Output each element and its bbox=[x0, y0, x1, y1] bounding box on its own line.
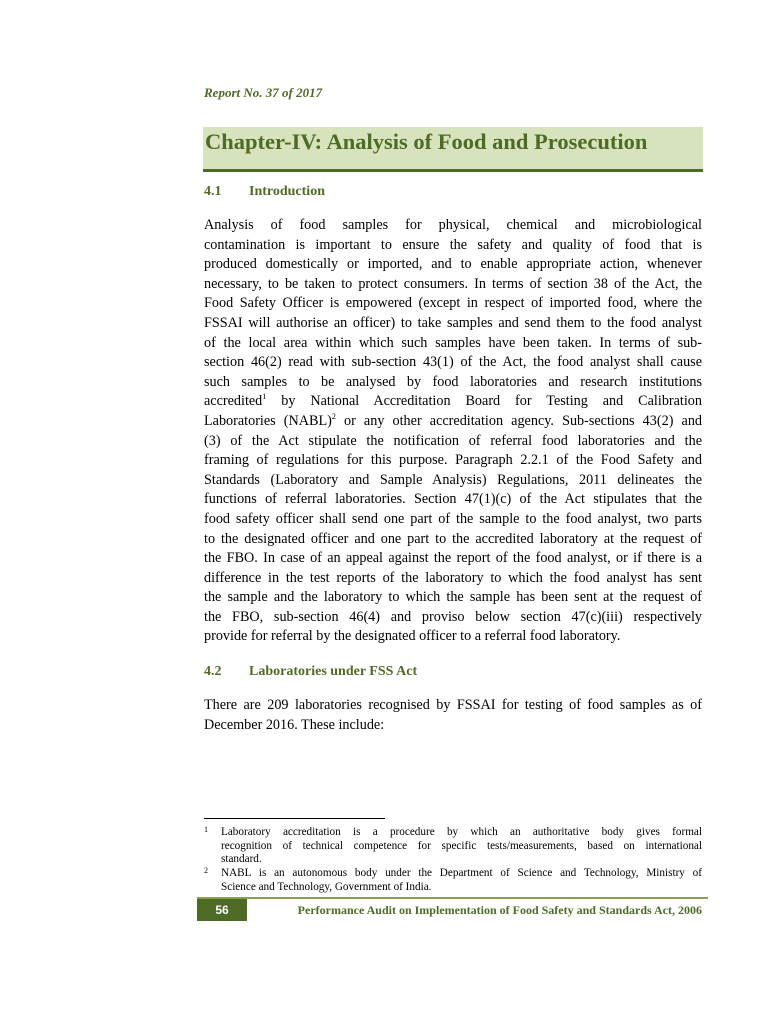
footnote-ref-1[interactable]: 1 bbox=[262, 392, 267, 402]
text-line: the FBO, sub-section 46(4) and proviso below section 47(c)(iii) respectively bbox=[204, 608, 702, 625]
footnote-ref-2[interactable]: 2 bbox=[331, 411, 336, 421]
text-line: necessary, to be taken to protect consumers. In terms of section 38 of the Act, the bbox=[204, 275, 702, 292]
section-title: Laboratories under FSS Act bbox=[249, 664, 418, 679]
footer-rule bbox=[197, 897, 708, 899]
text-line: provide for referral by the designated officer to a referral food laboratory. bbox=[204, 628, 621, 645]
chapter-title-banner bbox=[203, 127, 703, 172]
footnote-line: NABL is an autonomous body under the Department of Science and Technology, Ministry of bbox=[221, 867, 702, 879]
text-line: food safety officer shall send one part of the sample to the food analyst, two parts bbox=[204, 510, 702, 527]
footnote-line: Science and Technology, Government of India. bbox=[221, 880, 432, 893]
accredited-word: accredited bbox=[204, 393, 263, 410]
text-line: produced domestically or imported, and to enable appropriate action, whenever bbox=[204, 256, 702, 273]
footnote-mark: 2 bbox=[204, 866, 208, 875]
section-heading-laboratories bbox=[204, 664, 417, 680]
text-line-with-footnote-1 bbox=[204, 392, 702, 412]
text-line: such samples to be analysed by food laboratories and research institutions bbox=[204, 373, 702, 390]
text-line: contamination is important to ensure the safety and quality of food that is bbox=[204, 236, 702, 253]
text-fragment: or any other accreditation agency. Sub-sections 43(2) and bbox=[344, 412, 703, 429]
text-line: functions of referral laboratories. Section 47(1)(c) of the Act stipulates that the bbox=[204, 491, 702, 508]
report-number: Report No. 37 of 2017 bbox=[204, 85, 323, 100]
footnote-2 bbox=[204, 867, 702, 894]
footnote-separator bbox=[204, 818, 385, 819]
introduction-paragraph bbox=[204, 216, 702, 647]
text-line: Analysis of food samples for physical, chemical and microbiological bbox=[204, 217, 702, 233]
section-number: 4.2 bbox=[204, 664, 222, 679]
footer-title: Performance Audit on Implementation of Food Safety and Standards Act, 2006 bbox=[297, 903, 702, 917]
text-line: the FBO. In case of an appeal against the report of the food analyst, or if there is a bbox=[204, 550, 702, 567]
text-line-with-footnote-2 bbox=[204, 412, 702, 432]
text-line: There are 209 laboratories recognised by FSSAI for testing of food samples as of bbox=[204, 697, 702, 713]
section-title: Introduction bbox=[249, 184, 325, 199]
text-line: Food Safety Officer is empowered (except in respect of imported food, where the bbox=[204, 295, 702, 312]
footnote-line: recognition of technical competence for specific tests/measurements, based on international bbox=[221, 839, 702, 852]
text-line: December 2016. These include: bbox=[204, 716, 385, 733]
text-line: FSSAI will authorise an officer) to take samples and send them to the food analyst bbox=[204, 314, 702, 331]
section-heading-introduction bbox=[204, 184, 325, 200]
text-line: section 46(2) read with sub-section 43(1) of the Act, the food analyst shall cause bbox=[204, 354, 702, 371]
text-line: to the designated officer and one part to the accredited laboratory at the request of bbox=[204, 530, 702, 547]
page-number: 56 bbox=[197, 899, 247, 921]
footnote-line: standard. bbox=[221, 853, 262, 866]
text-line: (3) of the Act stipulate the notification of referral food laboratories and the bbox=[204, 432, 702, 449]
text-line: of the local area within which such samples have been taken. In terms of sub- bbox=[204, 334, 702, 351]
nabl-word: Laboratories (NABL) bbox=[204, 412, 332, 429]
text-line: the sample and the laboratory to which the sample has been sent at the request of bbox=[204, 589, 702, 606]
text-fragment: by National Accreditation Board for Testing and Calibration bbox=[281, 393, 702, 410]
laboratories-paragraph bbox=[204, 696, 702, 735]
footnote-line: Laboratory accreditation is a procedure by which an authoritative body gives formal bbox=[221, 826, 702, 838]
text-line: difference in the test reports of the laboratory to which the food analyst has sent bbox=[204, 569, 702, 586]
footnote-mark: 1 bbox=[204, 825, 208, 834]
chapter-title: Chapter-IV: Analysis of Food and Prosecution bbox=[205, 129, 648, 154]
text-line: Standards (Laboratory and Sample Analysis) Regulations, 2011 delineates the bbox=[204, 471, 702, 488]
section-number: 4.1 bbox=[204, 184, 222, 199]
text-line: framing of regulations for this purpose. Paragraph 2.2.1 of the Food Safety and bbox=[204, 452, 702, 469]
footnote-1 bbox=[204, 826, 702, 867]
